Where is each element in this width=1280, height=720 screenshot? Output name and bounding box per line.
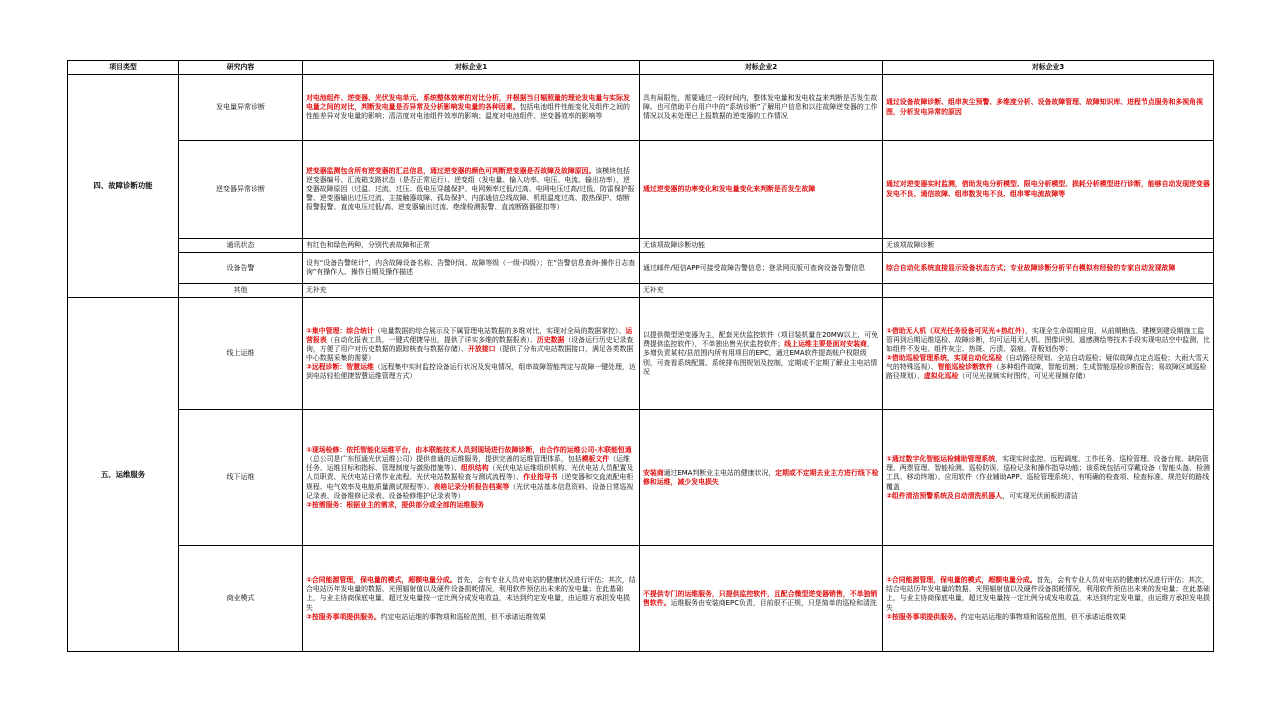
table-row [68, 141, 1214, 239]
company-2-cell [640, 284, 883, 298]
highlighted-text: ①现场检修：依托智能化运维平台，由本联能技术人员到现场进行故障诊断，由合作的运维公司-木联能恒通 [306, 446, 632, 455]
highlighted-text: 智能巡检诊断软件 [937, 363, 993, 372]
highlighted-text: 不提供专门的运维服务，只提供监控软件，且配合微型逆变器销售，不单独销售软件。 [643, 589, 878, 607]
header-row [68, 61, 1214, 75]
body-text: 无补充 [643, 286, 664, 295]
topic-cell: 线上运维 [179, 298, 303, 410]
body-text: （总公司是广东恒通光伏运维公司）提供普通的运维服务，提供完善的运维管理体系，包括 [306, 455, 582, 464]
body-text: （运维任务、运维目标和指标、管理制度与激励措施等）、 [306, 455, 630, 473]
company-2-cell [640, 75, 883, 141]
highlighted-text: 安装商 [643, 468, 664, 477]
highlighted-text: 通过逆变器的功率变化和发电量变化来判断是否发生故障 [643, 184, 816, 193]
highlighted-text: 定期或不定期去业主方进行线下检修和运维，减少发电损失 [643, 468, 879, 486]
topic-cell: 其他 [179, 284, 303, 298]
company-3-cell [883, 253, 1214, 284]
company-3-cell [883, 239, 1214, 253]
body-text: 运维服务由安装商EPC负责，目前很不正规，只是简单的巡检和清洗 [670, 598, 877, 607]
highlighted-text: 组织结构 [461, 464, 489, 473]
company-2-cell [640, 239, 883, 253]
highlighted-text: 模板文件 [581, 455, 610, 464]
highlighted-text: 通过对逆变器实时监测，借助发电分析模型、限电分析模型、损耗分析模型进行诊断，能够自动发现逆变器发电不良、通信故障、组串数发电不良、组串零电流故障等 [886, 180, 1210, 198]
body-text: 包括电池组件性能变化及组件之间的性能差异对发电量的影响；清洁度对电池组件效率的影响；温度对电池组件、逆变器效率的影响等 [306, 102, 630, 121]
highlighted-text: 虚拟化巡检 [923, 372, 959, 381]
highlighted-text: 综合自动化系统直接显示设备状态方式；专业故障诊断分析平台模拟有经验的专家自动发现故障 [886, 263, 1176, 272]
table-row [68, 546, 1214, 652]
body-text: 通过邮件/短信APP可接受故障告警信息；登录网页版可查询设备告警信息 [643, 263, 866, 272]
category-cell: 四、故障诊断功能 [68, 75, 179, 298]
header-project-type: 项目类型 [68, 61, 179, 75]
table-row [68, 253, 1214, 284]
topic-cell: 设备告警 [179, 253, 303, 284]
body-text: ，实现全生命周期应用，从前期勘选、建模到建设期施工监管再到后期运维巡检、故障诊断，均可运用无人机、图像识别、遥感测绘等技术手段实现电站空中监测，比如组件不发电、组件灰尘、热斑、污渍、裂痕、背板划伤等； [886, 326, 1210, 353]
body-text: 以提供微型逆变器为主，配套光伏监控软件（项目装机量在20MW以上，可免费提供监控软件），不单独出售光伏监控软件； [643, 331, 879, 349]
body-text: 首先，会有专业人员对电站的健康状况进行评估；其次，结合电站历年发电量的数据、光照辐射值以及硬件设备损耗情况，利用软件预估出未来的发电量；在此基础上，与业主协商保底电量，超过发电量按一定比例分成发电收益，未达到约定发电量，由运维方承担发电损失 [306, 576, 636, 612]
company-2-cell [640, 253, 883, 284]
topic-cell: 线下运维 [179, 410, 303, 546]
highlighted-text: ②借助巡检管理系统，实现自动化巡检 [886, 353, 1003, 362]
body-text: 该模块包括逆变器编号、汇流箱支路状态（是否正常运行）、逆变组（发电量、输入功率、电压、电流、输出功率），逆变器故障原因（过温、过流、过压、低电压穿越保护、电网频率过低/过高、电网电压过高/过低、防雷保护报警、逆变器输出过压过流、主接触器故障、孤岛保护、内部通信总线故障、机组温度过高、散热保护、熔断报警报警、直流电压过低/高、逆变器输出过流、绝缘检测报警、直流断路器脱扣等） [306, 166, 635, 212]
company-1-cell [303, 546, 640, 652]
highlighted-text: 线上运维主要是面对安装商 [784, 340, 867, 349]
highlighted-text: 对电池组件、逆变器、光伏发电单元、系统整体效率的对比分析，并根据当日辐照量的理论发电量与实际发电量之间的对比，判断发电量是否异常及分析影响发电量的各种因素。 [306, 93, 630, 111]
body-text: （光伏电站运维组织机构、光伏电站人员配置及人员职责、光伏电站日常作业流程、光伏电站数据检查与测试流程等）、 [306, 464, 634, 482]
body-text: 约定电站运维的事物项和巡检范围，但不承诺运维效果 [380, 612, 547, 621]
header-company-2: 对标企业2 [640, 61, 883, 75]
company-3-cell [883, 75, 1214, 141]
topic-cell: 逆变器异常诊断 [179, 141, 303, 239]
highlighted-text: 逆变器监测包含所有逆变器的汇总信息，通过逆变器的颜色可判断逆变器是否故障及故障原因。 [306, 166, 596, 175]
highlighted-text: ①合同能源管理，保电量的模式，超额电量分成。 [886, 576, 1037, 585]
company-2-cell [640, 298, 883, 410]
highlighted-text: ①通过数字化智能运检辅助管理系统 [886, 455, 996, 464]
highlighted-text: ②按服务事项提供服务。 [306, 612, 381, 621]
body-text: （自动化报表工具，一键式便捷导出，提供了详实多维的数据报表）、 [326, 335, 537, 344]
topic-cell: 通讯状态 [179, 239, 303, 253]
body-text: （多种组件故障，智能切割；生成智能巡检诊断报告；易故障区域巡检路径规划）、 [886, 363, 1207, 381]
comparison-sheet [67, 60, 1214, 652]
body-text: （光伏电站基本信息资料、设备日常巡视记录表、设备维修记录表、设备检修维护记录表等） [306, 482, 634, 500]
highlighted-text: 表格记录分析报告档案等 [433, 482, 510, 491]
comparison-table [67, 60, 1214, 652]
table-row [68, 284, 1214, 298]
body-text: 无该项故障诊断 [886, 241, 935, 250]
body-text: （提供了分布式电站数据接口，满足各类数据中心数据采集的需要） [306, 344, 634, 362]
body-text: （逆变器和交直流配电柜规程、电气效率及电能质量测试规程等）、 [306, 473, 634, 491]
header-company-1: 对标企业1 [303, 61, 640, 75]
body-text: ，多增负责某村/县范围内所有用项目的EPC，通过EMA软件提高账户权限级别，可查看系统配置、系统排布图规划及控制，定期或不定期了解业主电站情况 [643, 340, 878, 376]
table-row [68, 239, 1214, 253]
body-text: 具有局限性，需要通过一段时间内，整体发电量和发电收益来判断是否发生故障。也可借助平台用户中的“系统诊断”了解用户信息和以往故障逆变器的工作情况以及未处理已上报数据的逆变器的工作情况 [643, 93, 878, 121]
highlighted-text: ②组件清洁预警系统及自动清洗机器人 [886, 491, 1003, 500]
highlighted-text: 开放接口 [467, 344, 496, 353]
company-1-cell [303, 75, 640, 141]
topic-cell: 发电量异常诊断 [179, 75, 303, 141]
company-1-cell [303, 410, 640, 546]
company-1-cell [303, 298, 640, 410]
body-text: 首先，会有专业人员对电站的健康状况进行评估；其次，结合电站历年发电量的数据、光照辐射值以及硬件设备损耗情况，利用软件预估出未来的发电量；在此基础上，与业主协商保底电量，超过发电量按一定比例分成发电收益，未达到约定发电量，由运维方承担发电损失 [886, 576, 1210, 612]
body-text: 有红色和绿色两种，分别代表故障和正常 [306, 241, 431, 250]
highlighted-text: 作业指导书 [523, 473, 558, 482]
company-1-cell [303, 253, 640, 284]
body-text: 约定电站运维的事物项和巡检范围，但不承诺运维效果 [960, 612, 1127, 621]
company-1-cell [303, 141, 640, 239]
body-text: （电量数据的综合展示及下属管理电站数据的多维对比，实现对全局的数据掌控）、 [373, 326, 626, 335]
table-row [68, 75, 1214, 141]
company-3-cell [883, 410, 1214, 546]
company-1-cell [303, 284, 640, 298]
highlighted-text: ①集中管理：综合统计 [306, 326, 374, 335]
highlighted-text: 通过设备故障诊断、组串灰尘预警、多维度分析、设备故障管理、故障知识库、进程节点服务和多视角视图，分析发电异常的原因 [886, 98, 1203, 116]
highlighted-text: ②按服务事项提供服务。 [886, 612, 961, 621]
category-cell: 五、运维服务 [68, 298, 179, 652]
company-3-cell [883, 141, 1214, 239]
company-3-cell [883, 298, 1214, 410]
highlighted-text: ②远程诊断：智慧运维 [306, 363, 374, 372]
company-2-cell [640, 141, 883, 239]
body-text: （自动路径规划、全站自动巡检；疑似故障点定点巡检；大雨大雪天气的特殊巡视）、 [886, 353, 1209, 372]
highlighted-text: ①借助无人机（双光任务设备可见光+热红外） [886, 326, 1026, 335]
topic-cell: 商业模式 [179, 546, 303, 652]
body-text: 无该项故障诊断功能 [643, 241, 706, 250]
body-text: 无补充 [306, 286, 327, 295]
highlighted-text: 运营报表 [306, 326, 633, 344]
body-text: ，可实现光伏面板的清洁 [1002, 491, 1078, 500]
company-3-cell [883, 546, 1214, 652]
body-text: ，实现实时监控、远程调度、工作任务、巡检管理、设备台账、缺陷管理、两票管理、智能检测、巡检防误、巡检记录和操作指导功能；该系统包括可穿戴设备（智能头盔、检测工具、移动终端）、应用软件（作业辅助APP、巡检管理系统），有明确的检查项、检查标准、规范好的路线覆盖 [886, 455, 1210, 491]
body-text: 设有“设备告警统计”，内含故障设备名称、告警时间、故障等级（一级-四级）；在“告警信息查询-操作日志查询”有操作人、操作日期及操作描述 [306, 259, 636, 277]
body-text: 通过EMA判断业主电站的健康状况， [663, 468, 776, 477]
body-text: （远程集中实时监控设备运行状况及发电情况，组串故障智能判定与故障一键处理，达到电站轻松便捷智慧运维管理方式） [306, 363, 636, 381]
company-2-cell [640, 410, 883, 546]
highlighted-text: ②按需服务：根据业主的需求，提供部分或全部的运维服务 [306, 500, 485, 509]
header-company-3: 对标企业3 [883, 61, 1214, 75]
highlighted-text: ①合同能源管理，保电量的模式，超额电量分成。 [306, 576, 457, 585]
table-row [68, 298, 1214, 410]
body-text: （可见光视频实时图传，可见光视频存储） [958, 372, 1090, 381]
company-3-cell [883, 284, 1214, 298]
company-1-cell [303, 239, 640, 253]
header-research-content: 研究内容 [179, 61, 303, 75]
body-text: （设备运行历史记录查询，方便了用户对历史数据的跟踪核查与数据存储）、 [306, 335, 634, 353]
highlighted-text: 历史数据 [536, 335, 565, 344]
table-row [68, 410, 1214, 546]
company-2-cell [640, 546, 883, 652]
